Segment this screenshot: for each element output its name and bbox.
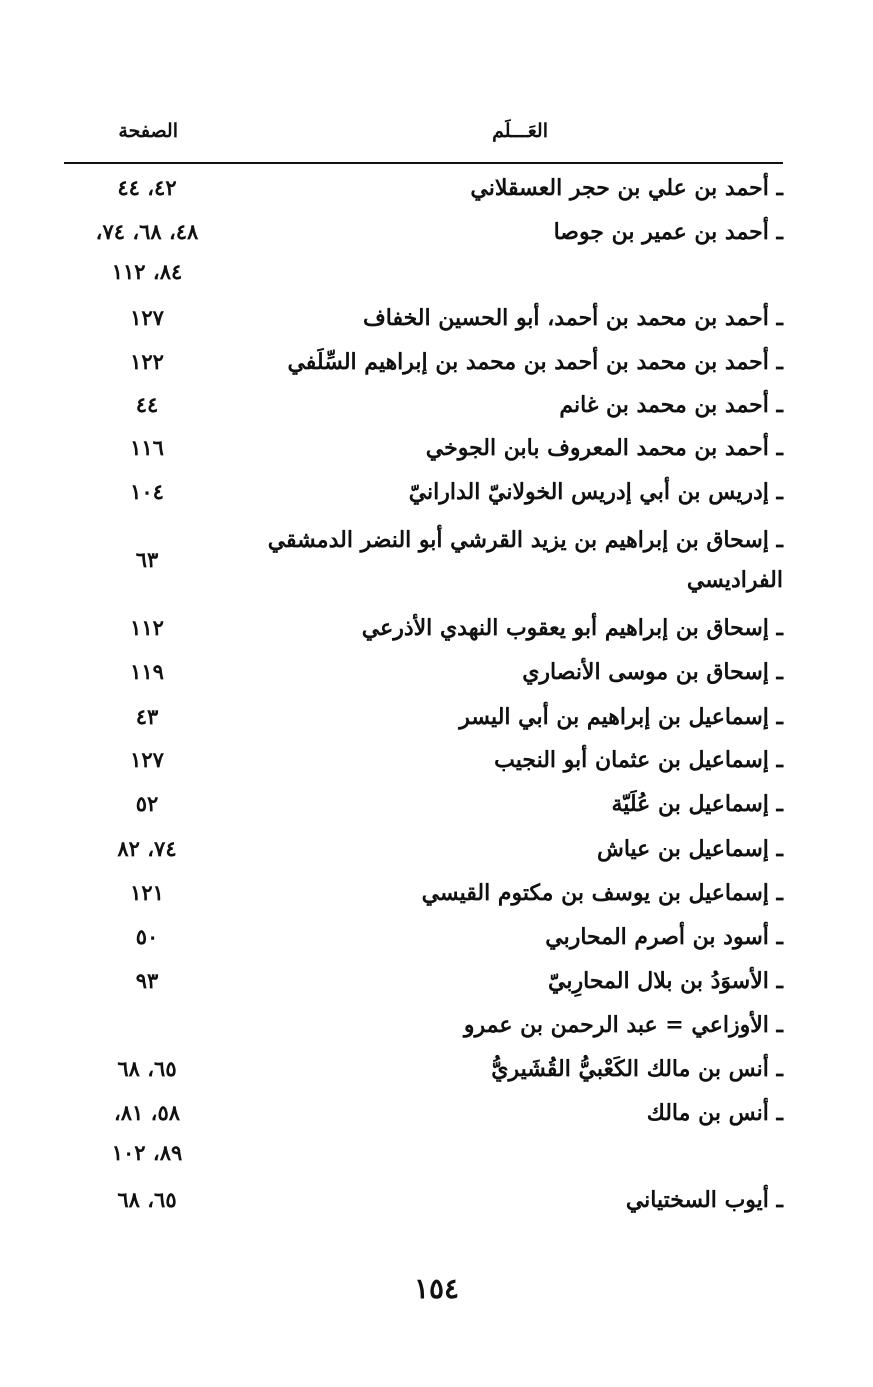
entry-name: ـ إسماعيل بن يوسف بن مكتوم القيسي — [421, 880, 783, 906]
page-ref: ١٠٤ — [130, 479, 164, 504]
entry-pages — [62, 342, 232, 382]
page-ref: ١١٢ — [130, 615, 164, 640]
page-ref: ٥٨، ٨١، — [114, 1100, 180, 1125]
entry-name: ـ إسماعيل بن إبراهيم بن أبي اليسر — [459, 704, 783, 730]
page-ref: ٨٤، ١١٢ — [111, 259, 183, 284]
page-ref: ٤٤ — [135, 392, 159, 417]
entry-pages — [62, 1049, 232, 1089]
entry-name: ـ إسحاق بن موسى الأنصاري — [522, 659, 783, 685]
entry-pages — [62, 472, 232, 512]
entry-name: ـ أيوب السختياني — [625, 1187, 783, 1213]
entry-name: ـ أنس بن مالك الكَعْبيُّ القُشَيريُّ — [491, 1056, 783, 1082]
entry-name: ـ الأسوَدُ بن بلال المحارِبيّ — [548, 968, 783, 994]
entry-pages — [62, 428, 232, 468]
entry-name: ـ أسود بن أصرم المحاربي — [545, 924, 783, 950]
entry-name: ـ أحمد بن عمير بن جوصا — [553, 219, 783, 245]
page-ref: ٦٣ — [135, 547, 159, 572]
page-ref: ١٢٢ — [130, 349, 164, 374]
entry-pages — [62, 917, 232, 957]
entry-name: ـ أحمد بن محمد المعروف بابن الجوخي — [425, 435, 783, 461]
entry-name: ـ أحمد بن محمد بن أحمد بن محمد بن إبراهيم السِّلَفي — [287, 349, 783, 375]
entry-pages — [62, 1093, 232, 1173]
header-rule — [64, 162, 783, 164]
page-ref: ٦٥، ٦٨ — [117, 1187, 177, 1212]
page-ref: ٥٢ — [135, 791, 159, 816]
entry-name: ـ أنس بن مالك — [646, 1100, 783, 1126]
entry-name: ـ إسحاق بن إبراهيم بن يزيد القرشي أبو النضر الدمشقي الفراديسي — [267, 527, 783, 593]
entry-name: ـ أحمد بن محمد بن غانم — [559, 392, 783, 418]
entry-pages — [62, 697, 232, 737]
page-ref: ٤٢، ٤٤ — [117, 175, 177, 200]
page-ref: ٦٥، ٦٨ — [117, 1056, 177, 1081]
page-number: ١٥٤ — [413, 1272, 460, 1305]
column-header-page: الصفحة — [118, 120, 178, 142]
entry-pages — [62, 608, 232, 648]
entry-pages — [62, 212, 232, 292]
entry-name: ـ إسماعيل بن عياش — [596, 836, 783, 862]
page-ref: ٧٤، ٨٢ — [117, 836, 177, 861]
entry-name: ـ إسماعيل بن عثمان أبو النجيب — [494, 747, 783, 773]
entry-pages — [62, 540, 232, 580]
entry-name: ـ إدريس بن أبي إدريس الخولانيّ الدارانيّ — [408, 479, 783, 505]
entry-pages — [62, 168, 232, 208]
entry-name: ـ إسماعيل بن عُلَيّة — [611, 791, 783, 817]
entry-pages — [62, 873, 232, 913]
page-ref: ٥٠ — [135, 924, 159, 949]
entry-pages — [62, 298, 232, 338]
page-ref: ٤٣ — [135, 704, 159, 729]
page-ref: ٤٨، ٦٨، ٧٤، — [95, 219, 199, 244]
entry-name: ـ إسحاق بن إبراهيم أبو يعقوب النهدي الأذرعي — [361, 615, 783, 641]
entry-name: ـ الأوزاعي = عبد الرحمن بن عمرو — [463, 1012, 783, 1038]
page-ref: ١١٩ — [130, 659, 164, 684]
page-ref: ٩٣ — [135, 968, 159, 993]
entry-pages — [62, 829, 232, 869]
page-ref: ١٢١ — [130, 880, 164, 905]
page-ref: ١١٦ — [130, 435, 164, 460]
page-ref: ١٢٧ — [130, 747, 164, 772]
entry-pages — [62, 784, 232, 824]
page-ref: ٨٩، ١٠٢ — [111, 1140, 183, 1165]
column-header-name: العَـــلَم — [492, 120, 548, 142]
entry-name: ـ أحمد بن محمد بن أحمد، أبو الحسين الخفاف — [362, 305, 783, 331]
entry-pages — [62, 1180, 232, 1220]
entry-pages — [62, 652, 232, 692]
entry-pages — [62, 385, 232, 425]
page-ref: ١٢٧ — [130, 305, 164, 330]
entry-pages — [62, 740, 232, 780]
entry-name: ـ أحمد بن علي بن حجر العسقلاني — [470, 175, 783, 201]
entry-pages — [62, 961, 232, 1001]
